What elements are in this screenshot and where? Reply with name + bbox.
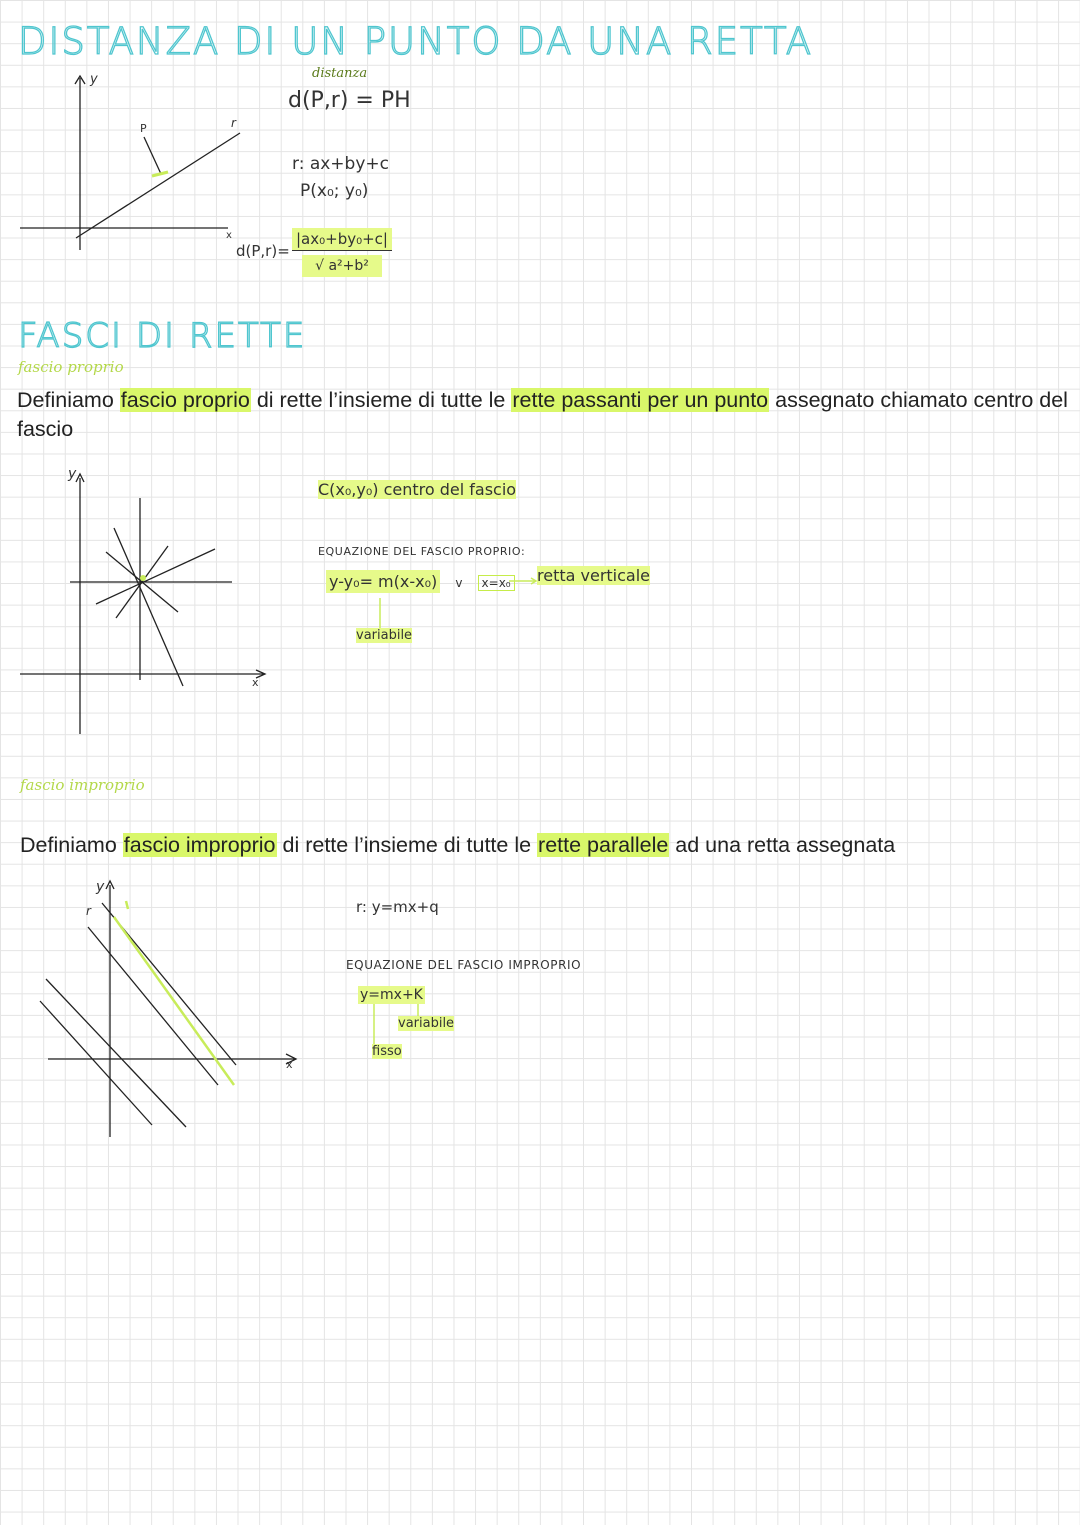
variable-note-text: variabile [356,628,413,643]
graph2-x-label: x [252,676,259,689]
graph2-y-label: y [68,466,77,482]
fixed-note-text: fisso [372,1044,402,1059]
def-highlight: rette passanti per un punto [512,388,769,412]
def-text-part: assegnato chiamato centro del fascio [17,388,1068,441]
improper-bundle-graph [18,875,308,1145]
graph3-x-label: x [286,1058,293,1071]
proper-equation [326,572,515,591]
proper-equation-title: EQUAZIONE DEL FASCIO PROPRIO: [318,545,526,558]
def-text-part: Definiamo [17,388,120,412]
distance-formula-lhs: d(P,r)= [236,242,290,260]
formula-numerator: |ax₀+by₀+c| [292,228,392,251]
improper-equation-main: y=mx+K [360,987,423,1003]
def-highlight: fascio proprio [120,388,250,412]
graph1-x-label: x [226,230,232,241]
improper-line-equation: r: y=mx+q [356,898,439,916]
distance-formula [292,228,392,277]
proper-bundle-graph [18,468,288,738]
bundle-center-note [318,480,516,499]
graph3-line-label: r [86,904,91,918]
vertical-note-text: retta verticale [537,566,651,585]
section-title-distance: DISTANZA DI UN PUNTO DA UNA RETTA [18,20,814,63]
variable-note-improper [398,1016,454,1031]
def-text-part: ad una retta assegnata [669,833,896,857]
proper-equation-main: y-y₀= m(x-x₀) [326,570,440,593]
formula-denominator: √ a²+b² [302,255,382,277]
improper-bundle-definition [20,831,1070,860]
fixed-note [372,1044,402,1059]
proper-bundle-definition [17,386,1077,444]
graph1-line-label: r [231,116,236,130]
variable-note-text: variabile [398,1016,455,1031]
vertical-line-note [537,566,650,585]
def-text-part: di rette l’insieme di tutte le [250,388,512,412]
point-coordinates: P(x₀; y₀) [300,181,369,201]
graph1-point-label: P [140,122,147,135]
subtitle-proper-bundle: fascio proprio [18,358,124,376]
improper-equation [358,987,425,1003]
variable-note-proper [356,628,412,643]
graph1-y-label: y [90,72,98,87]
center-note-text: C(x₀,y₀) centro del fascio [318,480,517,499]
vertical-line-equation: x=x₀ [478,575,515,591]
def-text-part: di rette l’insieme di tutte le [276,833,538,857]
or-symbol: v [455,576,463,590]
note-distanza: distanza [312,66,368,81]
subtitle-improper-bundle: fascio improprio [20,776,145,794]
distance-graph [18,68,278,268]
graph3-y-label: y [96,879,105,895]
distance-definition: d(P,r) = PH [288,88,411,113]
line-equation: r: ax+by+c [292,154,389,174]
def-highlight: fascio improprio [123,833,276,857]
vertical-note-arrow [509,576,539,586]
def-text-part: Definiamo [20,833,123,857]
section-title-bundles: FASCI DI RETTE [18,316,307,356]
variable-pointer [370,598,390,628]
improper-equation-title: EQUAZIONE DEL FASCIO IMPROPRIO [346,958,582,972]
def-highlight: rette parallele [538,833,669,857]
